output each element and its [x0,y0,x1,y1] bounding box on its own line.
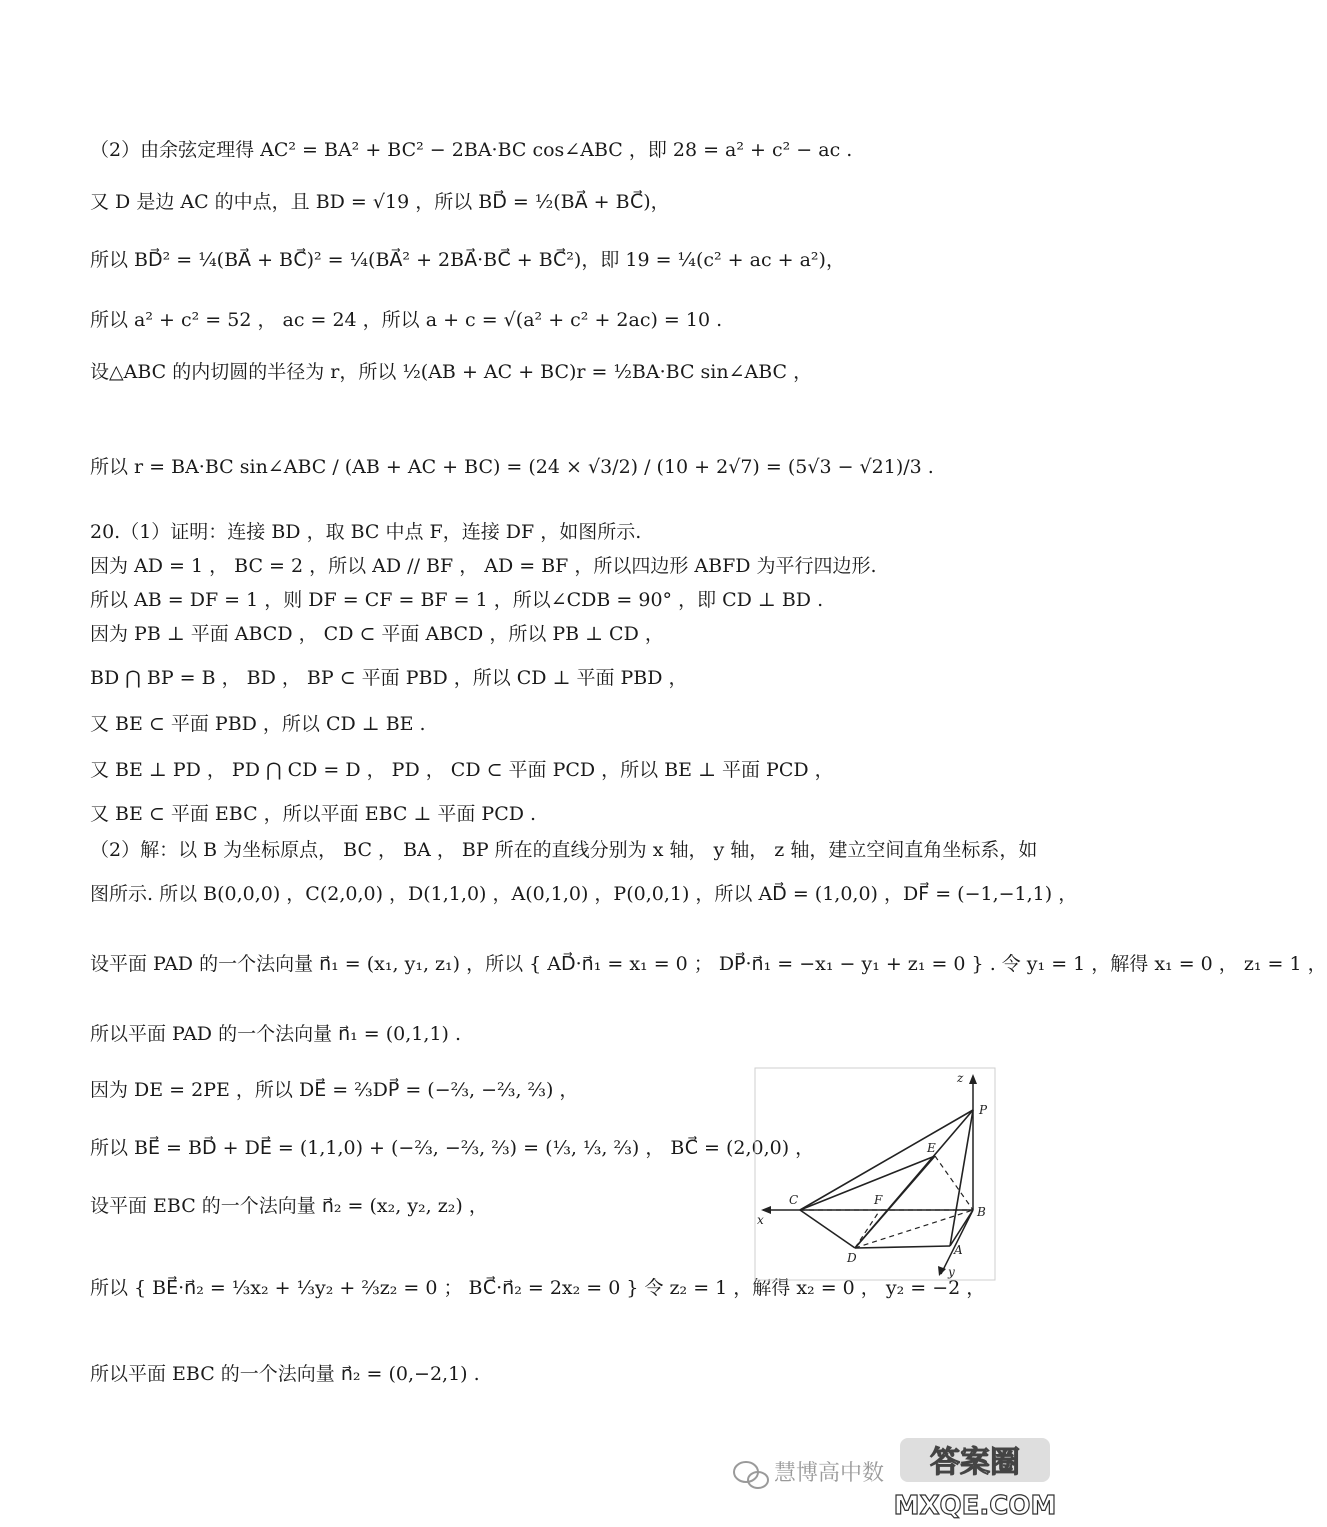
edge-DA [855,1246,950,1248]
text-line-6: 所以 r = BA·BC sin∠ABC / (AB + AC + BC) = (24 × √3/2) / (10 + 2√7) = (5√3 − √21)/3 . [90,456,934,478]
text-line-15: （2）解：以 B 为坐标原点， BC ， BA ， BP 所在的直线分别为 x 轴， y 轴， z 轴，建立空间直角坐标系，如 [90,839,1038,861]
text-line-7: 20.（1）证明：连接 BD ，取 BC 中点 F，连接 DF ，如图所示. [90,521,642,543]
y-axis [941,1210,973,1274]
text-line-12: 又 BE ⊂ 平面 PBD ，所以 CD ⊥ BE . [90,713,426,735]
wechat-icon [734,1462,768,1488]
watermark-badge: 答案圈 [930,1445,1020,1480]
label-y: y [948,1265,955,1279]
text-line-3: 所以 BD⃗² = ¼(BA⃗ + BC⃗)² = ¼(BA⃗² + 2BA⃗·BC⃗ + BC⃗²)，即 19 = ¼(c² + ac + a²)， [90,249,845,271]
text-line-18: 所以平面 PAD 的一个法向量 n⃗₁ = (0,1,1) . [90,1023,462,1045]
text-line-14: 又 BE ⊂ 平面 EBC ，所以平面 EBC ⊥ 平面 PCD . [90,803,537,825]
edge-PA [950,1110,973,1246]
edge-DF [855,1210,880,1248]
text-line-5: 设△ABC 的内切圆的半径为 r，所以 ½(AB + AC + BC)r = ½BA·BC sin∠ABC ， [90,361,813,383]
text-line-4: 所以 a² + c² = 52 ， ac = 24 ，所以 a + c = √(a² + c² + 2ac) = 10 . [90,309,723,331]
text-line-9: 所以 AB = DF = 1 ，则 DF = CF = BF = 1 ，所以∠CDB = 90° ，即 CD ⊥ BD . [90,589,824,611]
label-C: C [789,1193,799,1207]
text-line-21: 设平面 EBC 的一个法向量 n⃗₂ = (x₂, y₂, z₂) ， [90,1195,488,1217]
text-line-17: 设平面 PAD 的一个法向量 n⃗₁ = (x₁, y₁, z₁) ，所以 { AD⃗·n⃗₁ = x₁ = 0 ； DP⃗·n⃗₁ = −x₁ − y₁ + z₁ = 0 } . 令 y₁ = 1 ，解得 x₁ = 0 ， z₁ = 1 ， [90,953,1327,975]
label-F: F [874,1193,883,1207]
label-x: x [757,1213,764,1227]
edge-CD [800,1210,855,1248]
edge-EB [935,1156,973,1210]
edge-CE [800,1156,935,1210]
text-line-23: 所以平面 EBC 的一个法向量 n⃗₂ = (0,−2,1) . [90,1363,480,1385]
label-P: P [979,1103,988,1117]
watermark-site: MXQE.COM [893,1491,1057,1521]
text-line-11: BD ⋂ BP = B ， BD ， BP ⊂ 平面 PBD ，所以 CD ⊥ 平面 PBD ， [90,667,688,689]
text-line-8: 因为 AD = 1 ， BC = 2 ，所以 AD // BF ， AD = BF ，所以四边形 ABFD 为平行四边形. [90,555,877,577]
text-line-2: 又 D 是边 AC 的中点，且 BD = √19 ，所以 BD⃗ = ½(BA⃗ + BC⃗)， [90,191,670,213]
label-z: z [957,1071,964,1085]
label-D: D [847,1251,857,1265]
label-A: A [954,1243,963,1257]
edge-ED [855,1156,935,1248]
label-B: B [977,1205,986,1219]
text-line-19: 因为 DE = 2PE ，所以 DE⃗ = ⅔DP⃗ = (−⅔, −⅔, ⅔) ， [90,1079,579,1101]
z-axis-arrow [969,1074,977,1084]
text-line-10: 因为 PB ⊥ 平面 ABCD ， CD ⊂ 平面 ABCD ，所以 PB ⊥ CD ， [90,623,664,645]
text-line-13: 又 BE ⊥ PD ， PD ⋂ CD = D ， PD ， CD ⊂ 平面 PCD ，所以 BE ⊥ 平面 PCD ， [90,759,834,781]
watermark-channel: 慧博高中数 [774,1461,885,1486]
edge-PC [800,1110,973,1210]
label-E: E [927,1141,936,1155]
pyramid-figure [755,1068,995,1280]
text-line-20: 所以 BE⃗ = BD⃗ + DE⃗ = (1,1,0) + (−⅔, −⅔, ⅔) = (⅓, ⅓, ⅔) ， BC⃗ = (2,0,0) ， [90,1137,815,1159]
text-line-16: 图所示. 所以 B(0,0,0) ，C(2,0,0) ，D(1,1,0) ，A(0,1,0) ，P(0,0,1) ，所以 AD⃗ = (1,0,0) ，DF⃗ = (−1,−1,1) ， [90,883,1078,905]
watermark [730,1432,1060,1522]
text-line-22: 所以 { BE⃗·n⃗₂ = ⅓x₂ + ⅓y₂ + ⅔z₂ = 0 ； BC⃗·n⃗₂ = 2x₂ = 0 } 令 z₂ = 1 ，解得 x₂ = 0 ， y₂ = −2 ， [90,1277,986,1299]
text-line-1: （2）由余弦定理得 AC² = BA² + BC² − 2BA·BC cos∠ABC ，即 28 = a² + c² − ac . [90,139,853,161]
